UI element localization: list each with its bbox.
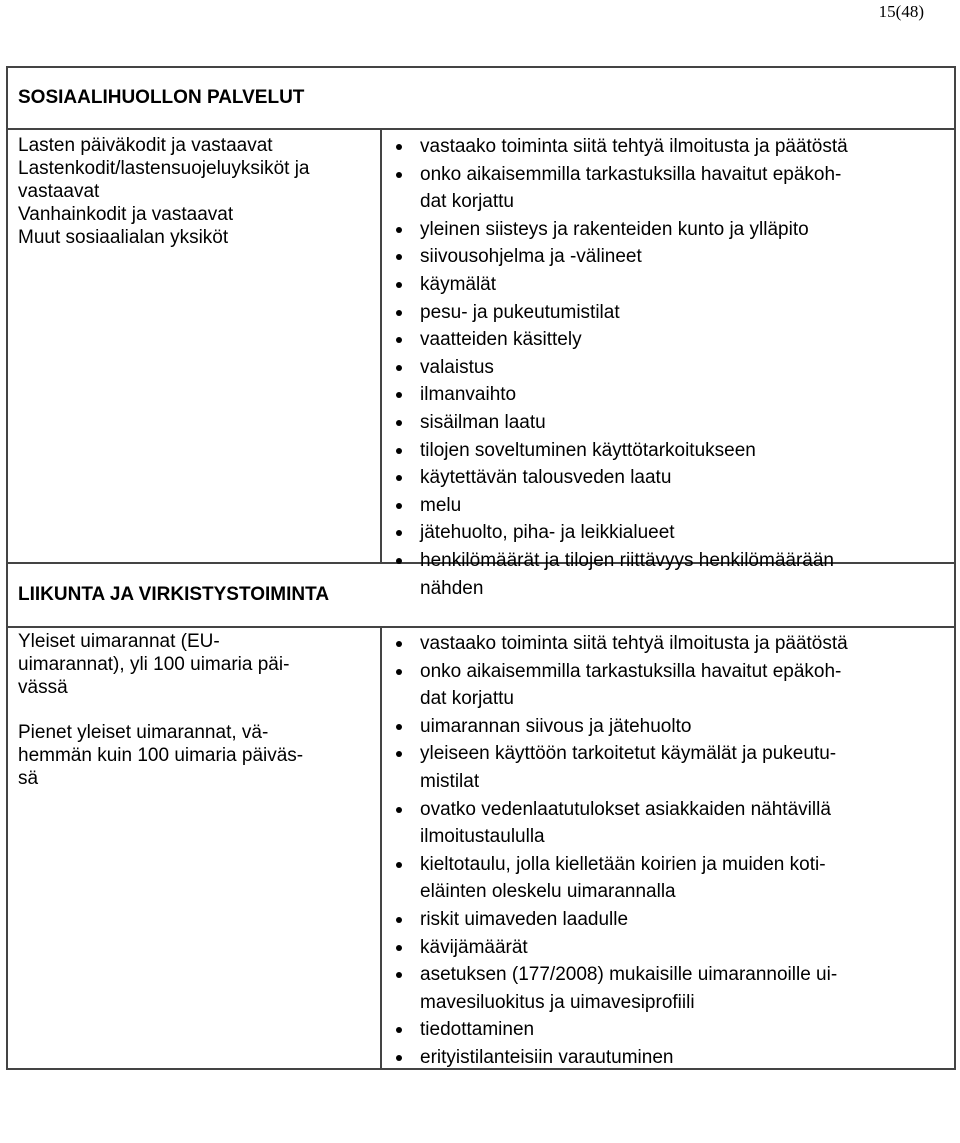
list-item: onko aikaisemmilla tarkastuksilla havaitut epäkoh- dat korjattu (392, 658, 946, 713)
list-item: kieltotaulu, jolla kielletään koirien ja muiden koti- eläinten oleskelu uimarannalla (392, 851, 946, 906)
list-item: vastaako toiminta siitä tehtyä ilmoitusta ja päätöstä (392, 133, 946, 161)
list-item: riskit uimaveden laadulle (392, 906, 946, 934)
list-item: käytettävän talousveden laatu (392, 464, 946, 492)
facility-type: Lasten päiväkodit ja vastaavat (18, 135, 273, 156)
list-item: yleiseen käyttöön tarkoitetut käymälät ja pukeutu- mistilat (392, 740, 946, 795)
facility-type: vastaavat (18, 181, 100, 202)
beach-type-line: hemmän kuin 100 uimaria päiväs- (18, 745, 304, 766)
list-item: tilojen soveltuminen käyttötarkoitukseen (392, 437, 946, 465)
list-item: tiedottaminen (392, 1016, 946, 1044)
list-item: valaistus (392, 354, 946, 382)
beach-type-line: vässä (18, 677, 68, 698)
beach-type-line: Yleiset uimarannat (EU- (18, 631, 220, 652)
beach-types-cell (8, 628, 382, 1068)
beach-type-line: Pienet yleiset uimarannat, vä- (18, 722, 269, 743)
section-heading-social-services: SOSIAALIHUOLLON PALVELUT (8, 68, 954, 130)
list-item: onko aikaisemmilla tarkastuksilla havaitut epäkoh- dat korjattu (392, 161, 946, 216)
list-item: ovatko vedenlaatutulokset asiakkaiden nähtävillä ilmoitustaululla (392, 796, 946, 851)
section-heading-recreation: LIIKUNTA JA VIRKISTYSTOIMINTA (8, 562, 954, 628)
list-item: käymälät (392, 271, 946, 299)
list-item: melu (392, 492, 946, 520)
facility-type: Lastenkodit/lastensuojeluyksiköt ja (18, 158, 310, 179)
list-item: kävijämäärät (392, 934, 946, 962)
page-number: 15(48) (878, 2, 924, 21)
list-item: vaatteiden käsittely (392, 326, 946, 354)
list-item: vastaako toiminta siitä tehtyä ilmoitusta ja päätöstä (392, 630, 946, 658)
inspection-table (6, 66, 956, 1070)
facility-types-cell (8, 130, 382, 562)
inspection-items-cell (382, 130, 954, 599)
list-item: ilmanvaihto (392, 381, 946, 409)
inspection-items-list (392, 133, 946, 602)
list-item: jätehuolto, piha- ja leikkialueet (392, 519, 946, 547)
list-item: pesu- ja pukeutumistilat (392, 299, 946, 327)
beach-type-line: uimarannat), yli 100 uimaria päi- (18, 654, 290, 675)
list-item: sisäilman laatu (392, 409, 946, 437)
list-item: uimarannan siivous ja jätehuolto (392, 713, 946, 741)
list-item: henkilömäärät ja tilojen riittävyys henkilömäärään nähden (392, 547, 946, 602)
facility-type: Muut sosiaalialan yksiköt (18, 227, 229, 248)
list-item: asetuksen (177/2008) mukaisille uimarannoille ui- mavesiluokitus ja uimavesiprofiili (392, 961, 946, 1016)
list-item: yleinen siisteys ja rakenteiden kunto ja ylläpito (392, 216, 946, 244)
list-item: erityistilanteisiin varautuminen (392, 1044, 946, 1072)
list-item: siivousohjelma ja -välineet (392, 243, 946, 271)
beach-type-line: sä (18, 768, 39, 789)
section-row-recreation (8, 628, 954, 1068)
facility-type: Vanhainkodit ja vastaavat (18, 204, 234, 225)
beach-inspection-items-cell (382, 628, 954, 1068)
beach-inspection-items-list (392, 630, 946, 1072)
